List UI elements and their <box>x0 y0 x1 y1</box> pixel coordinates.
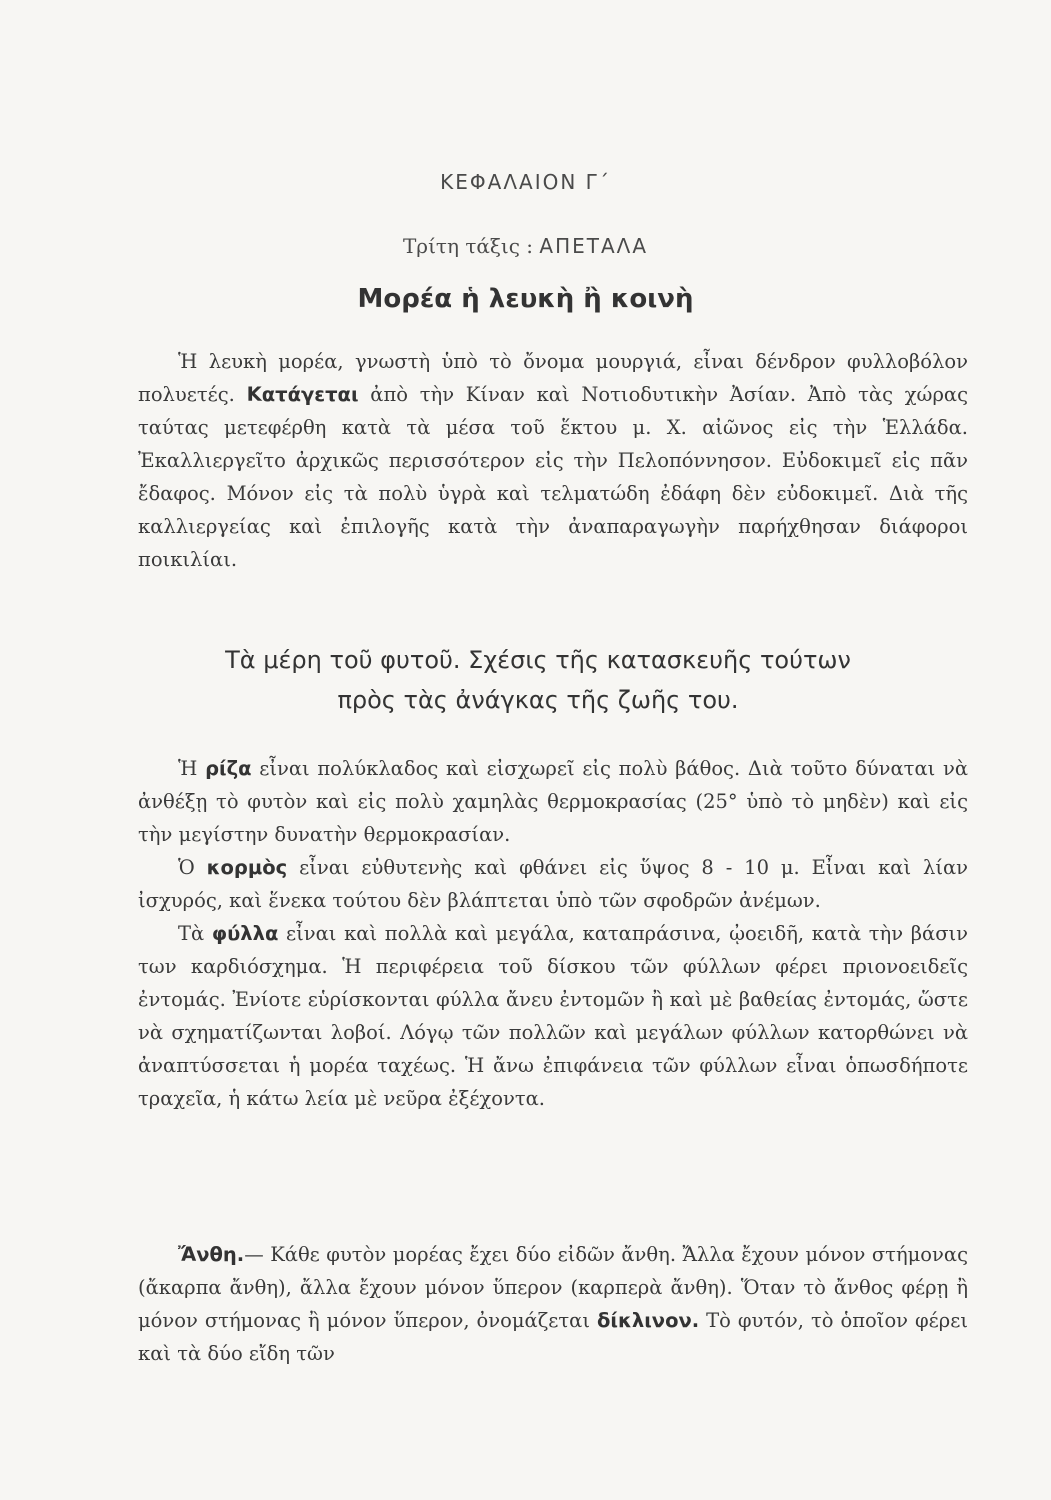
leaves-pre: Τὰ <box>178 922 205 945</box>
leaves-paragraph <box>138 917 968 1115</box>
chapter-heading: ΚΕΦΑΛΑΙΟΝ Γ΄ <box>440 170 611 194</box>
intro-keyword-origin: Κατάγεται <box>246 383 359 406</box>
flowers-block <box>138 1238 968 1370</box>
trunk-keyword: κορμὸς <box>206 856 288 879</box>
intro-text-2: ἀπὸ τὴν Κίναν καὶ Νοτιοδυτικὴν Ἀσίαν. Ἀπὸ τὰς χώρας ταύτας μετεφέρθη κατὰ τὰ μέσα τοῦ ἕκτου μ. Χ. αἰῶνος εἰς τὴν Ἑλλάδα. Ἐκαλλιεργεῖτο ἀρχικῶς περισσότερον εἰς τὴν Πελοπόννησον. Εὐδοκιμεῖ εἰς πᾶν ἔδαφος. Μόνον εἰς τὰ πολὺ ὑγρὰ καὶ τελματώδη ἐδάφη δὲν εὐδοκιμεῖ. Διὰ τῆς καλλιεργείας καὶ ἐπιλογῆς κατὰ τὴν ἀναπαραγωγὴν παρήχθησαν διάφοροι ποικιλίαι. <box>138 383 968 571</box>
plant-parts-block <box>138 752 968 1115</box>
root-paragraph <box>138 752 968 851</box>
intro-text-1: Ἡ λευκὴ μορέα, γνωστὴ ὑπὸ τὸ ὄνομα μουργιά, εἶναι δένδρον φυλλοβόλον πολυετές. <box>138 350 968 406</box>
class-label: Τρίτη τάξις : <box>402 234 534 258</box>
section-heading <box>138 640 938 720</box>
flowers-paragraph <box>138 1238 968 1370</box>
leaves-keyword: φύλλα <box>211 922 279 945</box>
flowers-keyword: Ἄνθη. <box>178 1243 245 1266</box>
flowers-text-1: — Κάθε φυτὸν μορέας ἔχει δύο εἰδῶν ἄνθη. Ἄλλα ἔχουν μόνον στήμονας (ἄκαρπα ἄνθη), ἄλλα ἔχουν μόνον ὕπερον (καρπερὰ ἄνθη). Ὅταν τὸ ἄνθος φέρῃ ἢ μόνον στήμονας ἢ μόνον ὕπερον, ὀνομάζεται <box>138 1243 968 1332</box>
section-heading-line-2: πρὸς τὰς ἀνάγκας τῆς ζωῆς του. <box>337 686 739 714</box>
root-pre: Ἡ <box>178 757 198 780</box>
class-subtitle <box>0 234 1051 258</box>
trunk-text: εἶναι εὐθυτενὴς καὶ φθάνει εἰς ὕψος 8 - 10 μ. Εἶναι καὶ λίαν ἰσχυρός, καὶ ἕνεκα τούτου δὲν βλάπτεται ὑπὸ τῶν σφοδρῶν ἀνέμων. <box>138 856 969 912</box>
root-keyword: ρίζα <box>205 757 252 780</box>
page-title: Μορέα ἡ λευκὴ ἢ κοινὴ <box>357 284 694 314</box>
root-text: εἶναι πολύκλαδος καὶ εἰσχωρεῖ εἰς πολὺ βάθος. Διὰ τοῦτο δύναται νὰ ἀνθέξῃ τὸ φυτὸν καὶ εἰς πολὺ χαμηλὰς θερμοκρασίας (25° ὑπὸ τὸ μηδὲν) καὶ εἰς τὴν μεγίστην δυνατὴν θερμοκρασίαν. <box>138 757 968 846</box>
trunk-pre: Ὁ <box>178 856 195 879</box>
intro-paragraph <box>138 345 968 576</box>
flowers-keyword-diclinous: δίκλινον. <box>597 1309 700 1332</box>
class-name: ΑΠΕΤΑΛΑ <box>539 234 649 258</box>
trunk-paragraph <box>138 851 968 917</box>
flowers-text-2: Τὸ φυτόν, τὸ ὁποῖον φέρει καὶ τὰ δύο εἴδη τῶν <box>138 1309 968 1365</box>
section-heading-line-1: Τὰ μέρη τοῦ φυτοῦ. Σχέσις τῆς κατασκευῆς τούτων <box>225 646 851 674</box>
leaves-text: εἶναι καὶ πολλὰ καὶ μεγάλα, καταπράσινα, ᾠοειδῆ, κατὰ τὴν βάσιν των καρδιόσχημα. Ἡ περιφέρεια τοῦ δίσκου τῶν φύλλων φέρει πριονοειδεῖς ἐντομάς. Ἐνίοτε εὑρίσκονται φύλλα ἄνευ ἐντομῶν ἢ καὶ μὲ βαθείας ἐντομάς, ὥστε νὰ σχηματίζωνται λοβοί. Λόγῳ τῶν πολλῶν καὶ μεγάλων φύλλων κατορθώνει νὰ ἀναπτύσσεται ἡ μορέα ταχέως. Ἡ ἄνω ἐπιφάνεια τῶν φύλλων εἶναι ὁπωσδήποτε τραχεῖα, ἡ κάτω λεία μὲ νεῦρα ἐξέχοντα. <box>138 922 969 1110</box>
intro-paragraph-block <box>138 345 968 576</box>
